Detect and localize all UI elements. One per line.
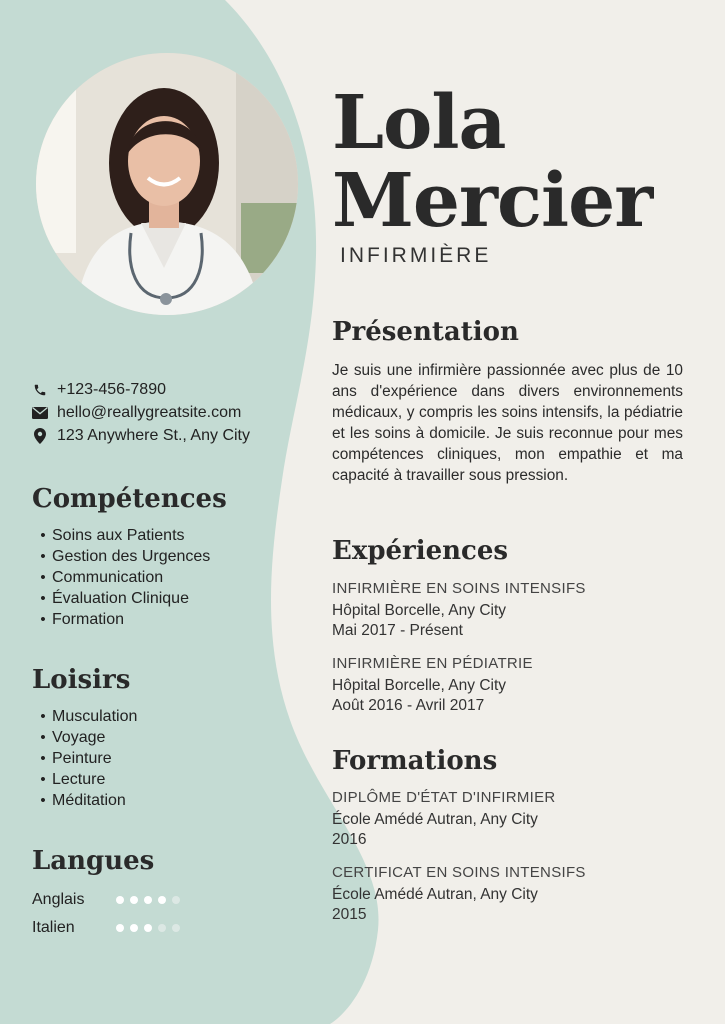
languages-list (32, 886, 180, 942)
experience-dates: Mai 2017 - Présent (332, 622, 463, 639)
education-entry (332, 789, 556, 851)
full-name (332, 80, 653, 244)
language-name: Anglais (32, 891, 85, 908)
phone-icon (32, 382, 48, 398)
level-dot-filled (116, 924, 124, 932)
education-year: 2015 (332, 906, 367, 923)
presentation-heading: Présentation (332, 317, 519, 347)
language-level-dots (116, 896, 180, 904)
level-dot-filled (144, 896, 152, 904)
experience-place: Hôpital Borcelle, Any City (332, 677, 507, 694)
education-heading: Formations (332, 746, 498, 776)
education-degree: DIPLÔME D'ÉTAT D'INFIRMIER (332, 789, 556, 806)
education-year: 2016 (332, 831, 367, 848)
location-pin-icon (32, 428, 48, 444)
experience-entry (332, 580, 586, 642)
languages-heading: Langues (32, 846, 155, 876)
profile-photo (36, 53, 298, 315)
phone-text: +123-456-7890 (57, 380, 166, 398)
email-text: hello@reallygreatsite.com (57, 403, 242, 421)
level-dot-filled (158, 896, 166, 904)
education-school: École Amédé Autran, Any City (332, 811, 538, 828)
list-item: • Méditation (34, 790, 137, 811)
education-degree: CERTIFICAT EN SOINS INTENSIFS (332, 864, 586, 881)
experience-role: INFIRMIÈRE EN PÉDIATRIE (332, 655, 533, 672)
education-school: École Amédé Autran, Any City (332, 886, 538, 903)
presentation-text: Je suis une infirmière passionnée avec plus de 10 ans d'expérience dans divers environnements médicaux, y compris les soins intensifs, la pédiatrie et les soins à domicile. Je suis reconnue pour mes compétences cliniques, mon empathie et ma capacité à travailler sous pression. (332, 362, 683, 484)
level-dot-empty (172, 924, 180, 932)
skills-list (34, 525, 210, 630)
list-item: • Musculation (34, 706, 137, 727)
language-row (32, 914, 180, 942)
last-name: Mercier (332, 158, 653, 244)
list-item: • Lecture (34, 769, 137, 790)
language-name: Italien (32, 919, 75, 936)
level-dot-empty (158, 924, 166, 932)
list-item: • Peinture (34, 748, 137, 769)
level-dot-filled (116, 896, 124, 904)
contact-address (32, 424, 250, 447)
first-name: Lola (332, 80, 506, 166)
address-text: 123 Anywhere St., Any City (57, 426, 250, 444)
experience-place: Hôpital Borcelle, Any City (332, 602, 507, 619)
language-row (32, 886, 180, 914)
experience-entry (332, 655, 533, 717)
education-entry (332, 864, 586, 926)
skills-heading: Compétences (32, 484, 227, 514)
experience-heading: Expériences (332, 536, 509, 566)
job-title: INFIRMIÈRE (340, 244, 492, 267)
language-level-dots (116, 924, 180, 932)
list-item: • Voyage (34, 727, 137, 748)
level-dot-empty (172, 896, 180, 904)
experience-role: INFIRMIÈRE EN SOINS INTENSIFS (332, 580, 586, 597)
list-item: • Soins aux Patients (34, 525, 210, 546)
level-dot-filled (130, 924, 138, 932)
mail-icon (32, 405, 48, 421)
hobbies-list (34, 706, 137, 811)
list-item: • Gestion des Urgences (34, 546, 210, 567)
list-item: • Formation (34, 609, 210, 630)
contact-email (32, 401, 250, 424)
list-item: • Évaluation Clinique (34, 588, 210, 609)
contact-phone (32, 378, 250, 401)
contact-block (32, 378, 250, 447)
level-dot-filled (144, 924, 152, 932)
experience-dates: Août 2016 - Avril 2017 (332, 697, 485, 714)
list-item: • Communication (34, 567, 210, 588)
hobbies-heading: Loisirs (32, 665, 131, 695)
level-dot-filled (130, 896, 138, 904)
